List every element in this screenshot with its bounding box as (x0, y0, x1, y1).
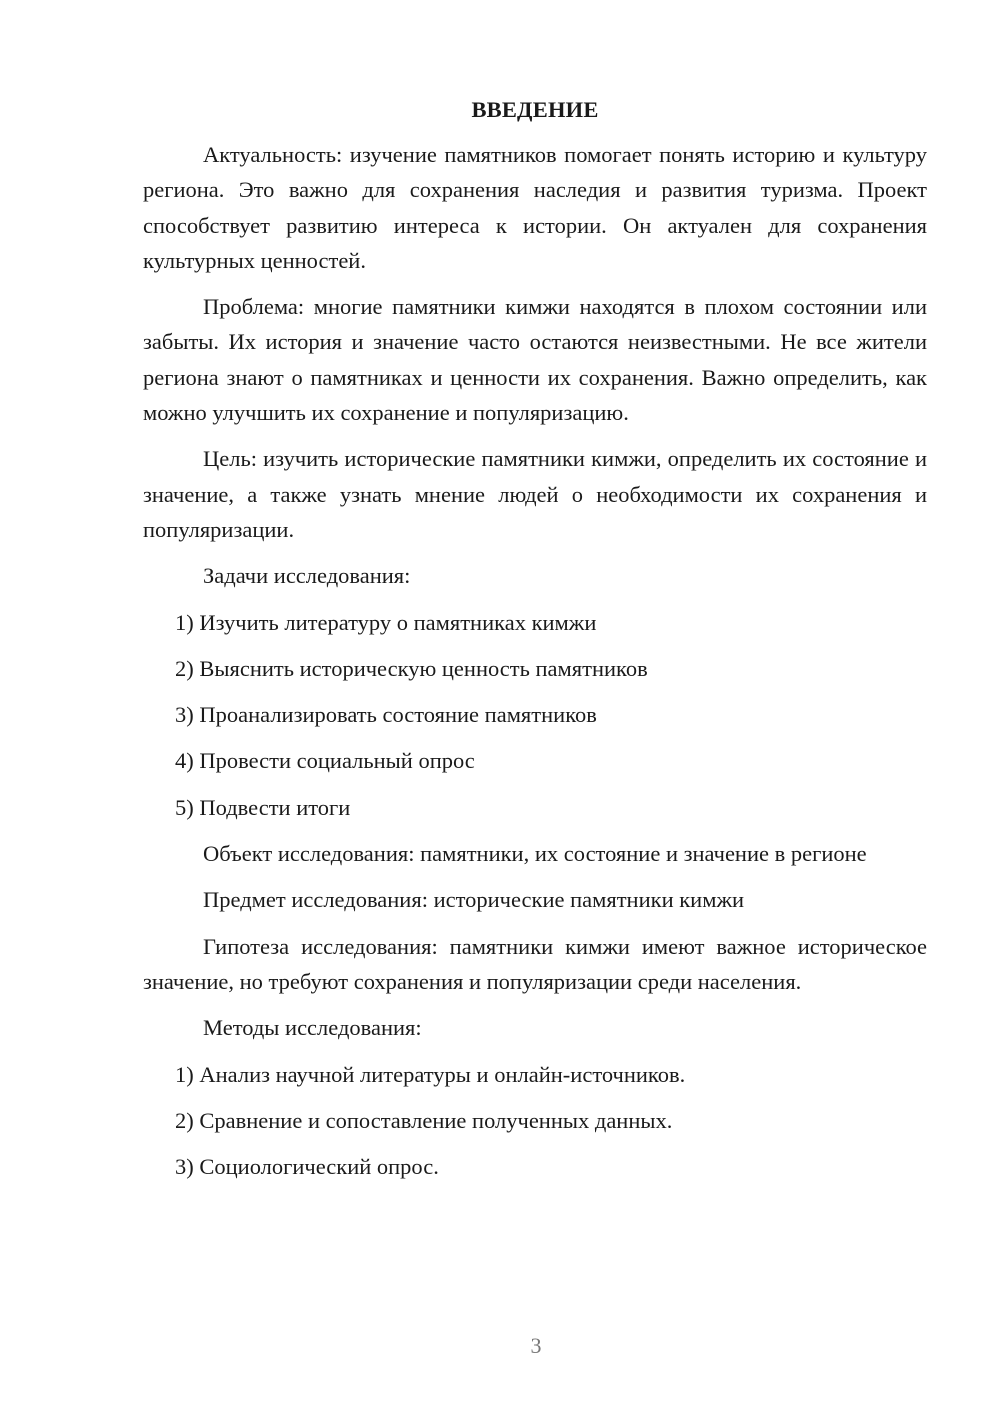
method-item: 3) Социологический опрос. (175, 1154, 439, 1180)
relevance-paragraph: Актуальность: изучение памятников помогает понять историю и культуру региона. Это важно для сохранения наследия и развития туризма. Проект способствует развитию интереса к истории. Он актуален для сохранения культурных ценностей. (143, 142, 927, 273)
tasks-heading: Задачи исследования: (203, 563, 411, 589)
hypothesis-paragraph: Гипотеза исследования: памятники кимжи имеют важное историческое значение, но требуют сохранения и популяризации среди населения. (143, 933, 927, 994)
task-item: 5) Подвести итоги (175, 794, 351, 820)
task-item: 1) Изучить литературу о памятниках кимжи (175, 609, 597, 635)
page-number: 3 (530, 1333, 542, 1358)
task-item: 2) Выяснить историческую ценность памятников (175, 655, 648, 681)
page-content (143, 92, 927, 1195)
object-paragraph: Объект исследования: памятники, их состояние и значение в регионе (203, 841, 867, 867)
goal-paragraph: Цель: изучить исторические памятники кимжи, определить их состояние и значение, а также узнать мнение людей о необходимости их сохранения и популяризации. (143, 446, 927, 542)
page-title: ВВЕДЕНИЕ (471, 97, 599, 122)
method-item: 1) Анализ научной литературы и онлайн-источников. (175, 1061, 686, 1087)
task-item: 4) Провести социальный опрос (175, 748, 475, 774)
problem-paragraph: Проблема: многие памятники кимжи находятся в плохом состоянии или забыты. Их история и значение часто остаются неизвестными. Не все жители региона знают о памятниках и ценности их сохранения. Важно определить, как можно улучшить их сохранение и популяризацию. (143, 294, 927, 426)
task-item: 3) Проанализировать состояние памятников (175, 702, 597, 728)
method-item: 2) Сравнение и сопоставление полученных данных. (175, 1107, 673, 1133)
subject-paragraph: Предмет исследования: исторические памятники кимжи (203, 887, 745, 913)
methods-heading: Методы исследования: (203, 1015, 422, 1041)
